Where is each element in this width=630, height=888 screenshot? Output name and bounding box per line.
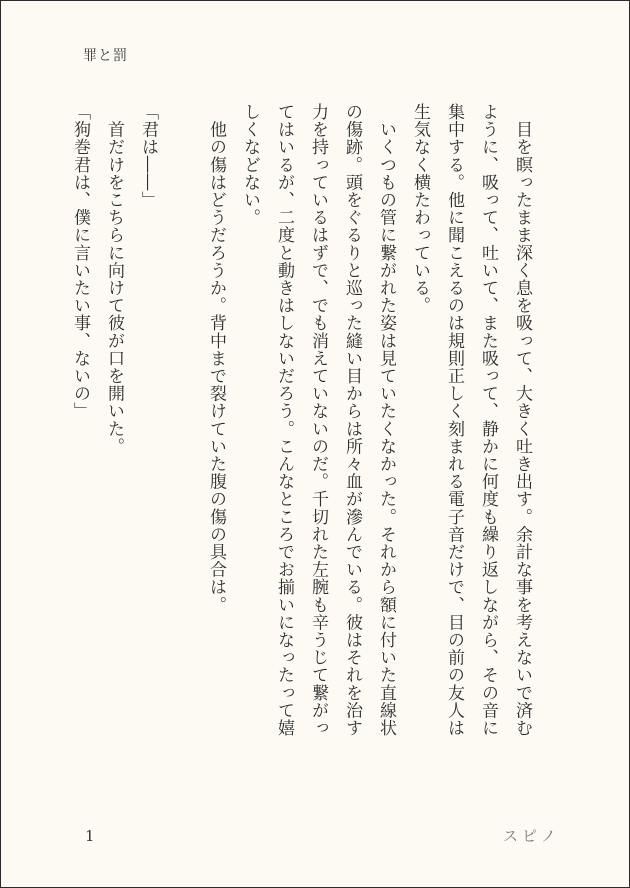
text-line: 首だけをこちらに向けて彼が口を開いた。 [104,103,124,455]
text-line: てはいるが、二度と動きはしないだろう。こんなところでお揃いになったって嬉 [274,103,294,737]
header-title: 罪と罰 [83,48,128,64]
text-line: 力を持っているはずで、でも消えていないのだ。千切れた左腕も辛うじて繋がっ [308,103,328,737]
author-name: スピノ [503,827,560,845]
text-line: の傷跡。頭をぐるりと巡った縫い目からは所々血が滲んでいる。彼はそれを治す [342,103,362,737]
blank-line [165,103,199,783]
text-line: しくなどない。 [240,103,260,227]
text-line: 目を瞑ったまま深く息を吸って、大きく吐き出す。余計な事を考えないで済む [512,103,532,737]
body-text [63,103,539,783]
dialogue-line: 「君は――」 [138,103,158,209]
text-line: 生気なく横たわっている。 [410,103,430,315]
text-line: ように、吸って、吐いて、また吸って、静かに何度も繰り返しながら、その音に [478,103,498,737]
dialogue-line: 「狗巻君は、僕に言いたい事、ないの」 [70,103,90,420]
text-line: 他の傷はどうだろうか。背中まで裂けていた腹の傷の具合は。 [206,103,226,614]
text-line: 集中する。他に聞こえるのは規則正しく刻まれる電子音だけで、目の前の友人は [444,103,464,737]
text-line: いくつもの管に繋がれた姿は見ていたくなかった。それから額に付いた直線状 [376,103,396,737]
page-number: 1 [85,827,95,845]
